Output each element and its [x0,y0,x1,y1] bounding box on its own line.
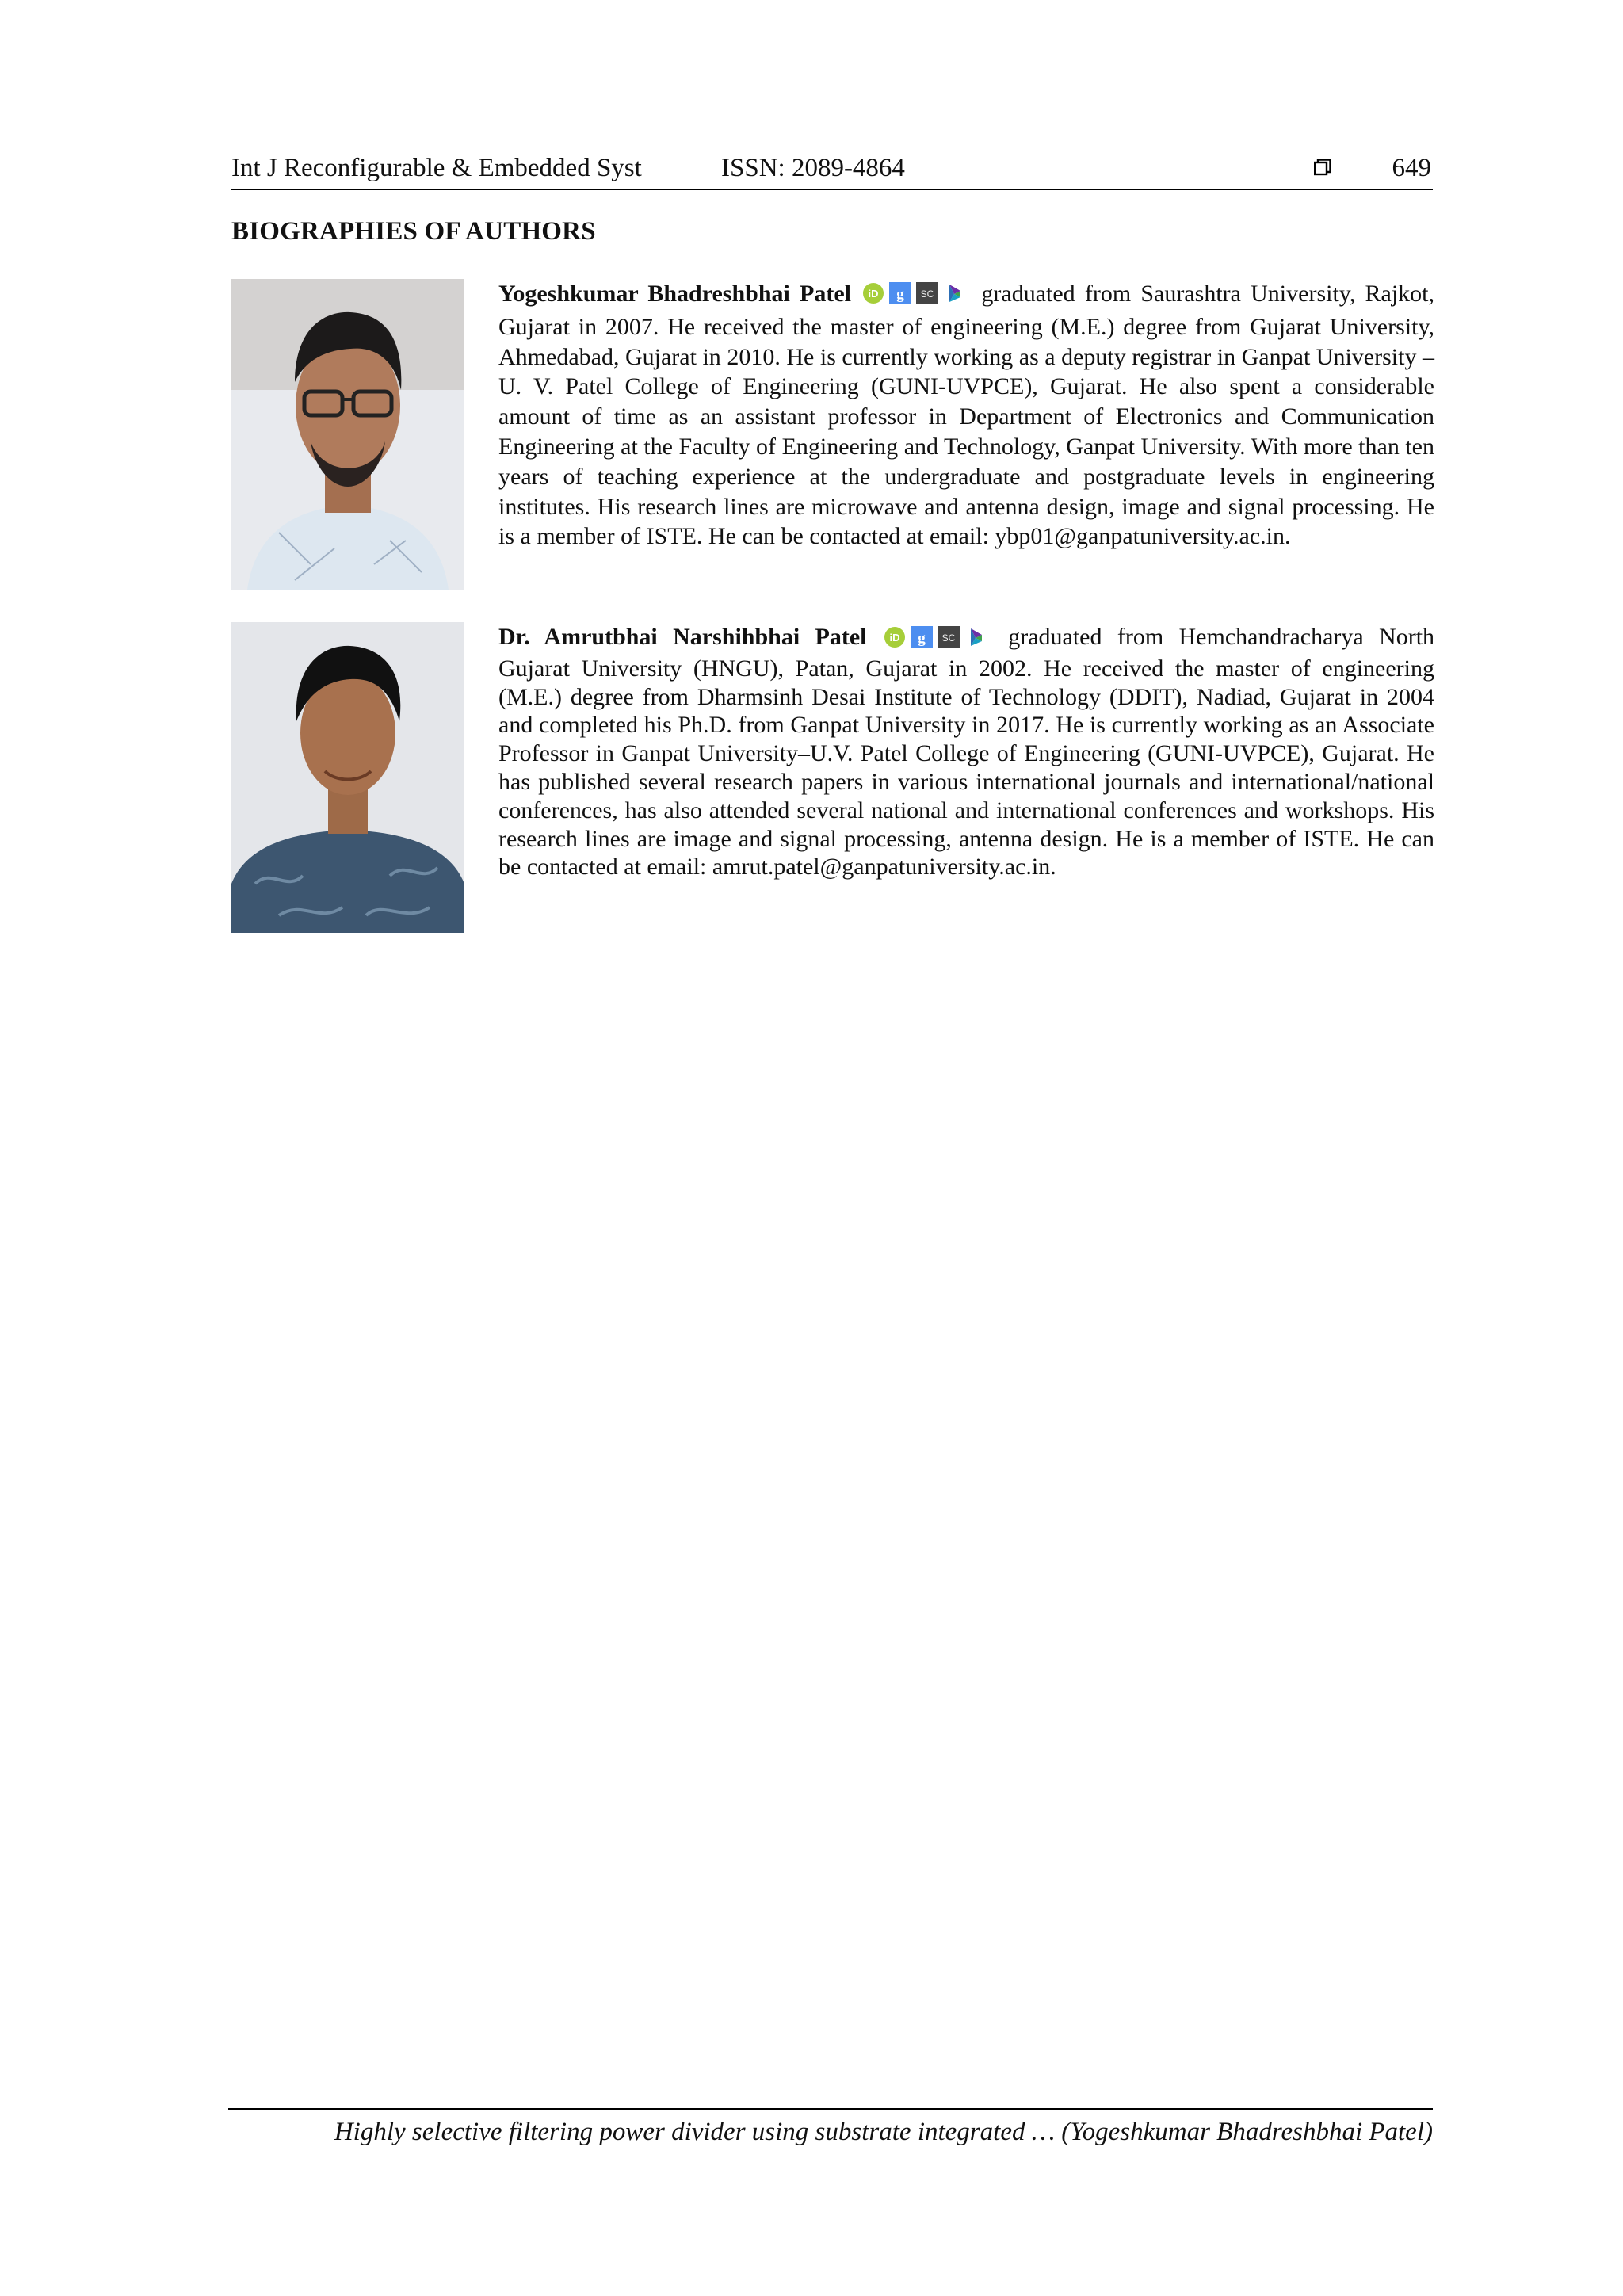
page-number: 649 [1392,154,1431,182]
running-footer: Highly selective filtering power divider using substrate integrated … (Yogeshkumar Bhadreshbhai Patel) [228,2108,1433,2147]
author-photo [231,279,464,590]
svg-text:g: g [896,286,904,303]
orcid-icon[interactable] [862,282,884,304]
journal-name: Int J Reconfigurable & Embedded Syst [231,154,642,182]
author-name: Dr. Amrutbhai Narshihbhai Patel [498,624,867,650]
svg-text:SC: SC [920,288,934,300]
google-scholar-icon[interactable] [889,282,911,304]
section-title: BIOGRAPHIES OF AUTHORS [231,217,596,246]
publons-icon[interactable] [964,626,987,648]
scopus-icon[interactable] [938,626,960,648]
author-bio-paragraph: graduated from Saurashtra University, Rajkot, Gujarat in 2007. He received the master of engineering (M.E.) degree from Gujarat University, Ahmedabad, Gujarat in 2010. He is currently working as a deputy registrar in Ganpat University – U. V. Patel College of Engineering (GUNI-UVPCE), Gujarat. He also spent a considerable amount of time as an assistant professor in Department of Electronics and Communication Engineering at the Faculty of Engineering and Technology, Ganpat University. With more than ten years of teaching experience at the undergraduate and postgraduate levels in engineering institutes. His research lines are microwave and antenna design, image and signal processing. He is a member of ISTE. He can be contacted at email: ybp01@ganpatuniversity.ac.in. [498,281,1435,550]
orcid-icon[interactable] [884,626,906,648]
google-scholar-icon[interactable] [911,626,933,648]
svg-text:g: g [918,630,926,647]
box-icon [1314,159,1331,176]
author-profile-icons [884,626,991,655]
author-bio-text [498,279,1434,552]
author-profile-icons [862,282,970,312]
author-name: Yogeshkumar Bhadreshbhai Patel [498,281,852,307]
svg-text:SC: SC [941,632,956,644]
svg-text:iD: iD [889,632,900,644]
author-bio-paragraph: graduated from Hemchandracharya North Gujarat University (HNGU), Patan, Gujarat in 2002. He received the master of engineering (M.E.) degree from Dharmsinh Desai Institute of Technology (DDIT), Nadiad, Gujarat in 2004 and completed his Ph.D. from Ganpat University in 2017. He is currently working as an Associate Professor in Ganpat University–U.V. Patel College of Engineering (GUNI-UVPCE), Gujarat. He has published several research papers in various international journals and international/national conferences, has also attended several national and international conferences and workshops. His research lines are image and signal processing, antenna design. He is a member of ISTE. He can be contacted at email: amrut.patel@ganpatuniversity.ac.in. [498,624,1435,881]
scopus-icon[interactable] [916,282,938,304]
running-header [231,152,1433,190]
author-photo [231,622,464,933]
publons-icon[interactable] [943,282,965,304]
issn: ISSN: 2089-4864 [721,154,905,182]
svg-text:iD: iD [868,288,879,300]
author-bio-text [498,623,1434,881]
